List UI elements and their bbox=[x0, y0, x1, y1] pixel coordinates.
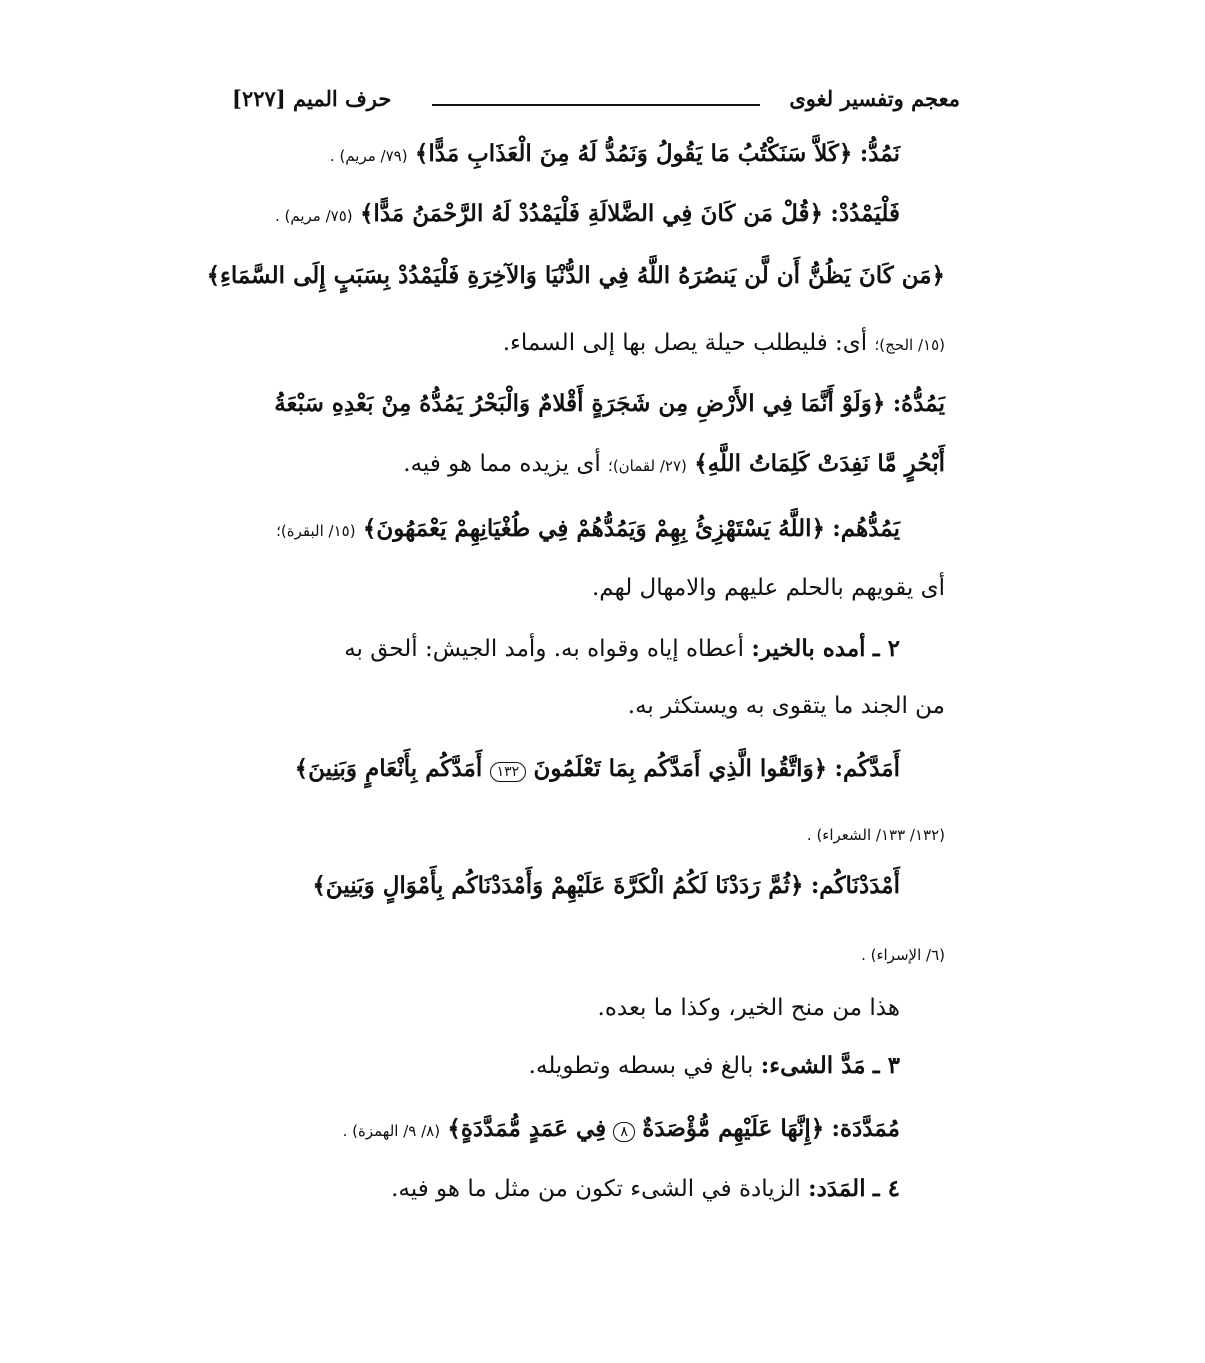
verse-reference: (٧٩/ مريم) . bbox=[329, 147, 408, 165]
explanation-text: الزيادة في الشىء تكون من مثل ما هو فيه. bbox=[391, 1176, 801, 1202]
entry-line bbox=[503, 330, 945, 358]
entry-term: مُمَدَّدَة: bbox=[831, 1115, 900, 1142]
quran-verse-continuation: أَمَدَّكُم بِأَنْعَامٍ وَبَنِينَ﴾ bbox=[294, 755, 483, 782]
entry-line bbox=[592, 575, 945, 603]
verse-reference: (١٣٢/ ١٣٣/ الشعراء) . bbox=[806, 826, 945, 844]
explanation-text: أى يزيده مما هو فيه. bbox=[403, 451, 601, 477]
entry-line bbox=[861, 940, 945, 968]
quran-verse: ﴿كَلاَّ سَنَكْتُبُ مَا يَقُولُ وَنَمُدُّ لَهُ مِنَ الْعَذَابِ مَدًّا﴾ bbox=[414, 140, 853, 167]
entry-line bbox=[391, 1175, 900, 1204]
entry-line bbox=[343, 1115, 900, 1144]
entry-term: المَدَد: bbox=[808, 1175, 866, 1202]
entry-term: نَمُدُّ: bbox=[859, 140, 900, 167]
quran-verse: ﴿قُلْ مَن كَانَ فِي الضَّلالَةِ فَلْيَمْدُدْ لَهُ الرَّحْمَنُ مَدًّا﴾ bbox=[359, 200, 824, 227]
entry-term: أَمْدَدْنَاكُم: bbox=[810, 872, 900, 899]
quran-verse: أَبْحُرٍ مَّا نَفِدَتْ كَلِمَاتُ اللَّهِ﴾ bbox=[694, 450, 945, 477]
entry-term: مَدَّ الشىء: bbox=[760, 1052, 866, 1079]
quran-verse: ﴿إِنَّهَا عَلَيْهِم مُّؤْصَدَةٌ bbox=[642, 1115, 825, 1142]
quran-verse-continuation: فِي عَمَدٍ مُّمَدَّدَةٍ﴾ bbox=[447, 1115, 607, 1142]
entry-line bbox=[807, 820, 945, 848]
verse-reference: (١٥/ البقرة)؛ bbox=[276, 522, 356, 540]
entry-line bbox=[295, 755, 900, 784]
quran-verse: ﴿وَلَوْ أَنَّمَا فِي الأَرْضِ مِن شَجَرَةٍ أَقْلامٌ وَالْبَحْرُ يَمُدُّهُ مِنْ بَعْدِهِ سَبْعَةُ bbox=[274, 390, 886, 417]
sense-number: ٤ ـ bbox=[872, 1175, 900, 1202]
book-title: معجم وتفسير لغوى bbox=[789, 86, 960, 111]
ayah-number-badge: ١٣٢ bbox=[490, 762, 527, 782]
entry-term: أمده بالخير: bbox=[751, 635, 866, 662]
explanation-text: أى: فليطلب حيلة يصل بها إلى السماء. bbox=[502, 330, 868, 356]
explanation-text: أعطاه إياه وقواه به. وأمد الجيش: ألحق به bbox=[344, 636, 745, 662]
entry-line bbox=[403, 450, 945, 479]
entry-line bbox=[274, 390, 945, 419]
ayah-number-badge: ٨ bbox=[613, 1122, 635, 1142]
quran-verse: ﴿اللَّهُ يَسْتَهْزِئُ بِهِمْ وَيَمُدُّهُمْ فِي طُغْيَانِهِمْ يَعْمَهُونَ﴾ bbox=[362, 515, 825, 542]
explanation-text: هذا من منح الخير، وكذا ما بعده. bbox=[597, 995, 900, 1021]
explanation-text: أى يقويهم بالحلم عليهم والامهال لهم. bbox=[591, 575, 945, 601]
verse-reference: (٧٥/ مريم) . bbox=[274, 207, 353, 225]
sense-number: ٣ ـ bbox=[872, 1052, 900, 1079]
chapter-title: حرف الميم [٢٢٧] bbox=[232, 86, 392, 111]
verse-reference: (٦/ الإسراء) . bbox=[861, 946, 945, 964]
entry-term: يَمُدُّهُ: bbox=[892, 390, 945, 417]
entry-term: أَمَدَّكُم: bbox=[834, 755, 900, 782]
page-header bbox=[232, 86, 960, 120]
entry-line bbox=[529, 1052, 900, 1081]
entry-term: فَلْيَمْدُدْ: bbox=[830, 200, 900, 227]
entry-term: يَمُدُّهُم: bbox=[832, 515, 900, 542]
quran-verse: ﴿وَاتَّقُوا الَّذِي أَمَدَّكُم بِمَا تَعْلَمُونَ bbox=[533, 755, 828, 782]
entry-line bbox=[344, 635, 900, 664]
header-rule bbox=[432, 104, 760, 106]
verse-reference: (١٥/ الحج)؛ bbox=[874, 336, 945, 354]
sense-number: ٢ ـ bbox=[872, 635, 900, 662]
entry-line bbox=[598, 995, 900, 1023]
entry-line bbox=[312, 872, 900, 901]
entry-line bbox=[330, 140, 900, 169]
entry-line bbox=[207, 262, 945, 291]
quran-verse: ﴿مَن كَانَ يَظُنُّ أَن لَّن يَنصُرَهُ اللَّهُ فِي الدُّنْيَا وَالآخِرَةِ فَلْيَمْدُدْ بِسَبَبٍ إِلَى السَّمَاءِ﴾ bbox=[206, 262, 945, 289]
explanation-text: من الجند ما يتقوى به ويستكثر به. bbox=[627, 693, 945, 719]
verse-reference: (٢٧/ لقمان)؛ bbox=[608, 457, 687, 475]
entry-line bbox=[628, 693, 945, 721]
entry-line bbox=[276, 515, 900, 544]
entry-line bbox=[275, 200, 900, 229]
verse-reference: (٨/ ٩/ الهمزة) . bbox=[342, 1122, 441, 1140]
quran-verse: ﴿ثُمَّ رَدَدْنَا لَكُمُ الْكَرَّةَ عَلَيْهِمْ وَأَمْدَدْنَاكُم بِأَمْوَالٍ وَبَنِينَ﴾ bbox=[312, 872, 804, 899]
explanation-text: بالغ في بسطه وتطويله. bbox=[528, 1053, 754, 1079]
